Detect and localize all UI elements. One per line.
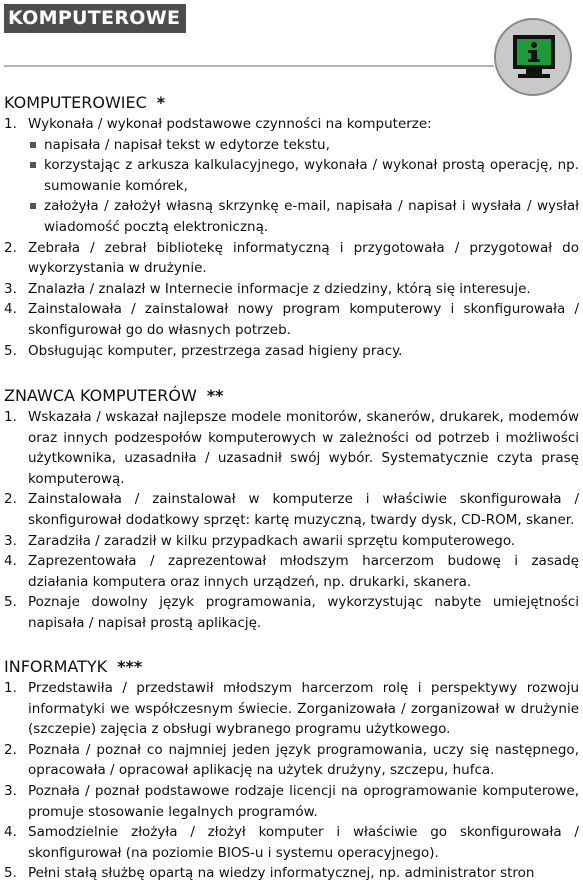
sub-item: napisała / napisał tekst w edytorze tekstu,: [28, 135, 579, 156]
sub-item: założyła / założył własną skrzynkę e-mail, napisała / napisał i wysłała / wysłał wiadomość pocztą elektroniczną.: [28, 196, 579, 237]
list-item: 1. Przedstawiła / przedstawił młodszym harcerzom rolę i perspektywy rozwoju informatyki we współczesnym świecie. Zorganizowała / zorganizował w drużynie (szczepie) zajęcia z obsługi wybranego programu użytkowego.: [4, 680, 579, 738]
list-item: 3. Zaradziła / zaradził w kilku przypadkach awarii sprzętu komputerowego.: [4, 532, 516, 549]
computer-info-icon: [494, 18, 572, 96]
stars: *: [156, 93, 166, 112]
page-title: KOMPUTEROWE: [4, 4, 186, 33]
sub-item: korzystając z arkusza kalkulacyjnego, wykonała / wykonał prostą operację, np. sumowanie komórek,: [28, 155, 579, 196]
list-item: 5. Obsługując komputer, przestrzega zasad higieny pracy.: [4, 342, 403, 359]
stars: ***: [117, 657, 143, 676]
stars: **: [206, 386, 224, 405]
list-item: 2. Zebrała / zebrał bibliotekę informatyczną i przygotowała / przygotował do wykorzystania w drużynie.: [4, 239, 579, 277]
list-item: 1. Wskazała / wskazał najlepsze modele monitorów, skanerów, drukarek, modemów oraz innych podzespołów komputerowych w zależności od potrzeb i możliwości użytkownika, uzasadniła / uzasadnił swój wybór. Systematycznie czyta prasę komputerową.: [4, 409, 579, 487]
section-title: ZNAWCA KOMPUTERÓW **: [4, 386, 224, 405]
bullet-icon: [30, 162, 36, 168]
list-item: 3. Poznała / poznał podstawowe rodzaje licencji na oprogramowanie komputerowe, promuje stosowanie legalnych programów.: [4, 782, 579, 820]
list-item: 3. Znalazła / znalazł w Internecie informacje z dziedziny, którą się interesuje.: [4, 280, 531, 297]
list-item: 5. Poznaje dowolny język programowania, wykorzystując nabyte umiejętności napisała / napisał prostą aplikację.: [4, 594, 579, 631]
section-znawca-komputerow: [4, 385, 579, 634]
list-item: 1. Wykonała / wykonał podstawowe czynności na komputerze: napisała / napisał tekst w edytorze tekstu, korzystając z arkusza kalkulacyjnego, wykonała / wykonał prostą operację, np. sumowanie komórek, założyła / założył własną skrzynkę e-mail, napisała / napisał i wysłała / wysłał wiadomość pocztą elektroniczną.: [4, 114, 579, 238]
section-informatyk: [4, 656, 579, 884]
list-item: 2. Zainstalowała / zainstalował w komputerze i właściwie skonfigurowała / skonfigurował dodatkowy sprzęt: kartę muzyczną, twardy dysk, CD-ROM, skaner.: [4, 491, 579, 528]
list-item: 4. Samodzielnie złożyła / złożył komputer i właściwie go skonfigurowała / skonfigurował (na poziomie BIOS-u i systemu operacyjnego).: [4, 824, 579, 861]
header-rule: [4, 65, 494, 67]
list-item: 4. Zainstalowała / zainstalował nowy program komputerowy i skonfigurowała / skonfigurował go do własnych potrzeb.: [4, 301, 579, 338]
list-item: 4. Zaprezentowała / zaprezentował młodszym harcerzom budowę i zasadę działania komputera oraz innych urządzeń, np. drukarki, skanera.: [4, 553, 579, 590]
section-title: INFORMATYK ***: [4, 657, 143, 676]
list-item: 2. Poznała / poznał co najmniej jeden język programowania, uczy się następnego, opracowała / opracował aplikację na użytek drużyny, szczepu, hufca.: [4, 741, 579, 779]
section-komputerowiec: [4, 92, 579, 361]
bullet-icon: [30, 203, 36, 209]
list-item: 5. Pełni stałą służbę opartą na wiedzy informatycznej, np. administrator stron: [4, 865, 535, 882]
bullet-icon: [30, 142, 36, 148]
section-title: KOMPUTEROWIEC *: [4, 93, 166, 112]
